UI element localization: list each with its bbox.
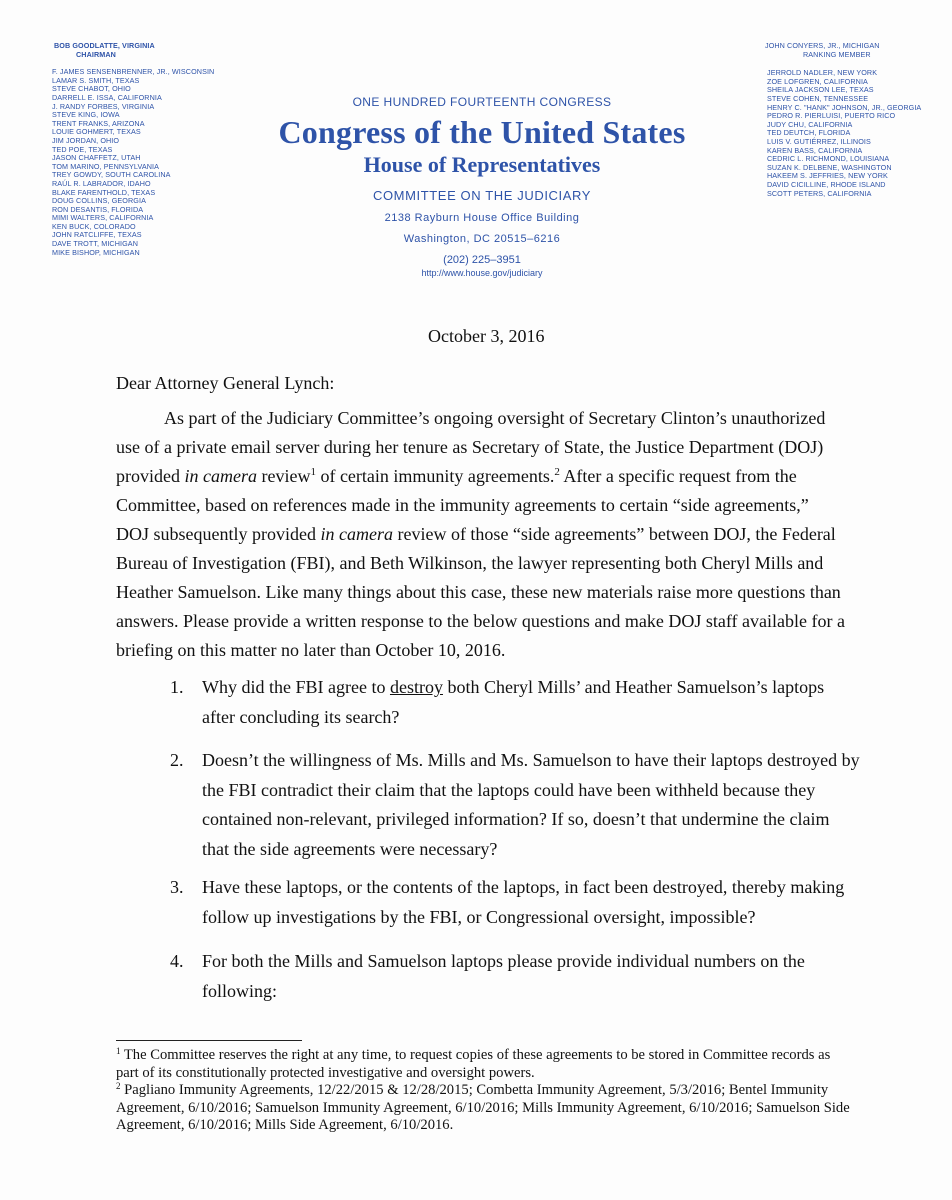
- member-name: DAVE TROTT, MICHIGAN: [52, 239, 138, 249]
- member-name: JOHN RATCLIFFE, TEXAS: [52, 230, 142, 240]
- member-name: HENRY C. "HANK" JOHNSON, JR., GEORGIA: [767, 102, 922, 112]
- member-name: J. RANDY FORBES, VIRGINIA: [52, 101, 155, 111]
- member-name: PEDRO R. PIERLUISI, PUERTO RICO: [767, 111, 896, 121]
- question-number: 2.: [170, 750, 184, 770]
- minority-roster: [765, 42, 945, 198]
- question-item: [170, 873, 860, 932]
- chairman-title: CHAIRMAN: [76, 49, 116, 59]
- member-name: HAKEEM S. JEFFRIES, NEW YORK: [767, 171, 888, 181]
- chairman-name: BOB GOODLATTE, VIRGINIA: [54, 41, 155, 50]
- member-name: LAMAR S. SMITH, TEXAS: [52, 75, 140, 85]
- congress-session: ONE HUNDRED FOURTEENTH CONGRESS: [352, 95, 612, 109]
- member-name: JIM JORDAN, OHIO: [52, 135, 120, 145]
- member-name: TED DEUTCH, FLORIDA: [767, 128, 851, 138]
- question-item: [170, 947, 860, 1006]
- office-phone: (202) 225–3951: [443, 254, 521, 266]
- member-name: TRENT FRANKS, ARIZONA: [52, 118, 145, 128]
- paragraph-italic: in camera: [184, 466, 257, 486]
- opening-paragraph: [116, 404, 846, 665]
- paragraph-text: After a specific request from the Committee, based on references made in the immunity agreements to certain “side agreements,” DOJ subsequently provided: [116, 466, 809, 544]
- letterhead-title: Congress of the United States: [278, 114, 686, 150]
- footnote-ref-2: 2: [554, 466, 560, 478]
- majority-member-list: [52, 68, 272, 257]
- question-text: For both the Mills and Samuelson laptops please provide individual numbers on the following:: [202, 951, 805, 1001]
- question-number: 3.: [170, 877, 184, 897]
- member-name: LOUIE GOHMERT, TEXAS: [52, 127, 141, 137]
- member-name: JUDY CHU, CALIFORNIA: [767, 119, 853, 129]
- question-number: 4.: [170, 951, 184, 971]
- footnote-mark: 2: [116, 1081, 121, 1091]
- member-name: MIKE BISHOP, MICHIGAN: [52, 247, 140, 257]
- member-name: LUIS V. GUTIÉRREZ, ILLINOIS: [767, 136, 871, 146]
- ranking-member-block: [765, 42, 945, 59]
- paragraph-text: As part of the Judiciary Committee’s ongoing oversight of Secretary Clinton’s unauthorized use of a private email server during her tenure as Secretary of State, the Justice Department (DOJ) provided: [116, 408, 826, 486]
- question-text: [202, 673, 860, 732]
- member-name: TREY GOWDY, SOUTH CAROLINA: [52, 170, 171, 180]
- footnote-text: The Committee reserves the right at any time, to request copies of these agreements to be stored in Committee records as part of its constitutionally protected investigative and oversight powers.: [116, 1047, 831, 1081]
- question-number: 1.: [170, 677, 184, 697]
- office-address: 2138 Rayburn House Office Building: [384, 212, 580, 224]
- member-name: STEVE CHABOT, OHIO: [52, 84, 131, 94]
- question-emphasis: destroy: [389, 677, 443, 697]
- question-text: Have these laptops, or the contents of the laptops, in fact been destroyed, thereby making follow up investigations by the FBI, or Congressional oversight, impossible?: [202, 877, 845, 927]
- member-name: RAÚL R. LABRADOR, IDAHO: [52, 178, 151, 188]
- member-name: DOUG COLLINS, GEORGIA: [52, 196, 146, 206]
- member-name: DARRELL E. ISSA, CALIFORNIA: [52, 92, 162, 102]
- paragraph-text: review of those “side agreements” between DOJ, the Federal Bureau of Investigation (FBI), and Beth Wilkinson, the lawyer representing both Cheryl Mills and Heather Samuelson. Like many things about this case, these new materials raise more questions than answers. Please provide a written response to the below questions and make DOJ staff available for a briefing on this matter no later than October 10, 2016.: [116, 524, 845, 660]
- website-link[interactable]: http://www.house.gov/judiciary: [421, 268, 543, 278]
- question-text: Doesn’t the willingness of Ms. Mills and Ms. Samuelson to have their laptops destroyed by the FBI contradict their claim that the laptops could have been withheld because they contained non-relevant, privileged information? If so, doesn’t that undermine the claim that the side agreements were necessary?: [202, 750, 860, 859]
- member-name: F. JAMES SENSENBRENNER, JR., WISCONSIN: [52, 67, 215, 77]
- letter-date: October 3, 2016: [428, 326, 545, 346]
- member-name: ZOE LOFGREN, CALIFORNIA: [767, 76, 868, 86]
- office-city: Washington, DC 20515–6216: [403, 233, 561, 245]
- footnote-mark: 1: [116, 1046, 121, 1056]
- member-name: SHEILA JACKSON LEE, TEXAS: [767, 85, 874, 95]
- member-name: SUZAN K. DELBENE, WASHINGTON: [767, 162, 892, 172]
- footnote-text: Pagliano Immunity Agreements, 12/22/2015 & 12/28/2015; Combetta Immunity Agreement, 5/3/2016; Bentel Immunity Agreement, 6/10/2016; Samuelson Immunity Agreement, 6/10/2016; Mills Immunity Agreement, 6/10/2016; Samuelson Side Agreement, 6/10/2016; Mills Side Agreement, 6/10/2016.: [116, 1082, 850, 1133]
- paragraph-text: of certain immunity agreements.: [315, 466, 555, 486]
- committee-name: COMMITTEE ON THE JUDICIARY: [372, 188, 592, 203]
- salutation: Dear Attorney General Lynch:: [116, 373, 335, 393]
- minority-member-list: [767, 69, 945, 198]
- footnote-divider: [116, 1040, 302, 1041]
- question-text-part: both Cheryl Mills’ and Heather Samuelson’s laptops after concluding its search?: [202, 677, 825, 727]
- question-item: [170, 673, 860, 732]
- chairman-block: [54, 42, 272, 59]
- paragraph-text: review: [256, 466, 311, 486]
- footnote-1: [116, 1047, 856, 1082]
- ranking-member-title: RANKING MEMBER: [803, 49, 871, 59]
- member-name: RON DESANTIS, FLORIDA: [52, 204, 144, 214]
- question-text-part: Why did the FBI agree to: [202, 677, 390, 697]
- member-name: SCOTT PETERS, CALIFORNIA: [767, 188, 872, 198]
- letterhead-house: House of Representatives: [363, 152, 601, 177]
- letterhead: [272, 95, 692, 278]
- member-name: CEDRIC L. RICHMOND, LOUISIANA: [767, 154, 890, 164]
- member-name: JERROLD NADLER, NEW YORK: [767, 68, 878, 78]
- footnote-2: [116, 1082, 856, 1135]
- member-name: TOM MARINO, PENNSYLVANIA: [52, 161, 160, 171]
- member-name: JASON CHAFFETZ, UTAH: [52, 153, 141, 163]
- footnotes: [116, 1047, 856, 1135]
- member-name: STEVE COHEN, TENNESSEE: [767, 93, 869, 103]
- member-name: DAVID CICILLINE, RHODE ISLAND: [767, 179, 886, 189]
- member-name: KAREN BASS, CALIFORNIA: [767, 145, 863, 155]
- member-name: MIMI WALTERS, CALIFORNIA: [52, 213, 154, 223]
- member-name: TED POE, TEXAS: [52, 144, 113, 154]
- member-name: KEN BUCK, COLORADO: [52, 221, 136, 231]
- ranking-member-name: JOHN CONYERS, JR., MICHIGAN: [765, 41, 880, 50]
- member-name: BLAKE FARENTHOLD, TEXAS: [52, 187, 156, 197]
- footnote-ref-1: 1: [310, 466, 316, 478]
- majority-roster: [52, 42, 272, 257]
- paragraph-italic: in camera: [320, 524, 393, 544]
- member-name: STEVE KING, IOWA: [52, 110, 120, 120]
- question-item: [170, 746, 860, 864]
